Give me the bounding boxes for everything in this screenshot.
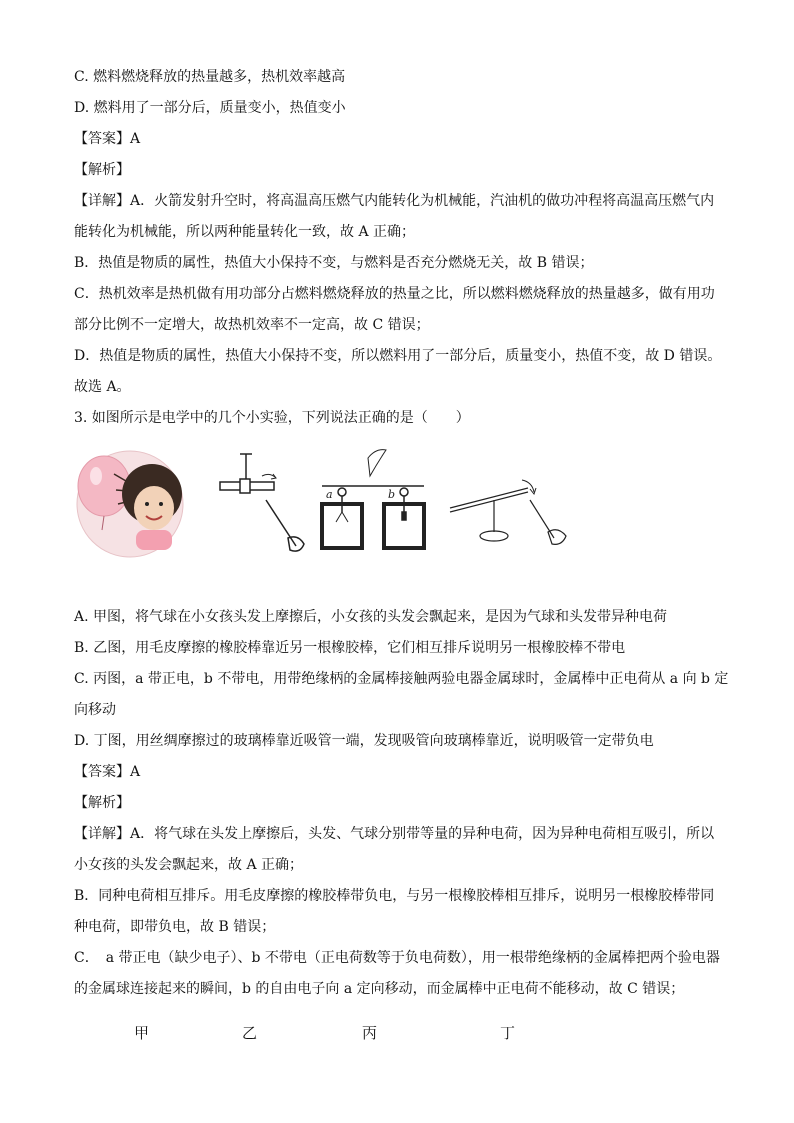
detail-line: 种电荷，即带负电，故 B 错误； xyxy=(74,919,276,935)
answer-label-1: 【答案】A xyxy=(74,131,141,147)
analysis-label-2: 【解析】 xyxy=(74,795,130,811)
figure-caption-ding: 丁 xyxy=(500,1024,516,1042)
analysis-label-1: 【解析】 xyxy=(74,162,130,178)
figure-caption-yi: 乙 xyxy=(242,1024,258,1042)
option-c: C. 丙图，a 带正电，b 不带电，用带绝缘柄的金属棒接触两验电器金属球时，金属棒中正电荷从 a 向 b 定 xyxy=(74,671,729,687)
option-c-prev: C. 燃料燃烧释放的热量越多，热机效率越高 xyxy=(74,69,346,85)
detail-line: C． a 带正电（缺少电子）、b 不带电（正电荷数等于负电荷数），用一根带绝缘柄的金属棒把两个验电器 xyxy=(74,950,720,966)
experiment-diagram xyxy=(74,446,594,576)
option-d: D. 丁图，用丝绸摩擦过的玻璃棒靠近吸管一端，发现吸管向玻璃棒靠近，说明吸管一定带负电 xyxy=(74,733,654,749)
detail-line: C．热机效率是热机做有用功部分占燃料燃烧释放的热量之比，所以燃料燃烧释放的热量越多，做有用功 xyxy=(74,286,715,302)
detail-line: B．同种电荷相互排斥。用毛皮摩擦的橡胶棒带负电，与另一根橡胶棒相互排斥，说明另一根橡胶棒带同 xyxy=(74,888,715,904)
detail-line: 部分比例不一定增大，故热机效率不一定高，故 C 错误； xyxy=(74,317,430,333)
detail-line: 【详解】A．将气球在头发上摩擦后，头发、气球分别带等量的异种电荷，因为异种电荷相互吸引，所以 xyxy=(74,826,715,842)
detail-line: B．热值是物质的属性，热值大小保持不变，与燃料是否充分燃烧无关，故 B 错误； xyxy=(74,255,594,271)
detail-line: 小女孩的头发会飘起来，故 A 正确； xyxy=(74,857,304,873)
balloon-girl-illustration xyxy=(77,451,183,557)
electroscope-apparatus xyxy=(322,450,424,548)
option-a: A. 甲图，将气球在小女孩头发上摩擦后，小女孩的头发会飘起来，是因为气球和头发带异种电荷 xyxy=(74,609,668,625)
electroscope-a-label: a xyxy=(326,488,333,501)
conclusion-line: 故选 A。 xyxy=(74,379,131,395)
option-b: B. 乙图，用毛皮摩擦的橡胶棒靠近另一根橡胶棒，它们相互排斥说明另一根橡胶棒不带电 xyxy=(74,640,626,656)
detail-line: D．热值是物质的属性，热值大小保持不变，所以燃料用了一部分后，质量变小，热值不变，故 D 错误。 xyxy=(74,348,722,364)
question-3-stem: 3. 如图所示是电学中的几个小实验，下列说法正确的是（ ） xyxy=(74,410,470,426)
electroscope-b-label: b xyxy=(388,488,396,501)
detail-line: 能转化为机械能，所以两种能量转化一致，故 A 正确； xyxy=(74,224,416,240)
straw-apparatus xyxy=(450,480,566,544)
figure-caption-jia: 甲 xyxy=(134,1024,150,1042)
detail-line: 【详解】A．火箭发射升空时，将高温高压燃气内能转化为机械能，汽油机的做功冲程将高温高压燃气内 xyxy=(74,193,715,209)
answer-label-2: 【答案】A xyxy=(74,764,141,780)
detail-line: 的金属球连接起来的瞬间，b 的自由电子向 a 定向移动，而金属棒中正电荷不能移动，故 C 错误； xyxy=(74,981,685,997)
figure-caption-bing: 丙 xyxy=(362,1024,378,1042)
option-d-prev: D. 燃料用了一部分后，质量变小，热值变小 xyxy=(74,100,346,116)
rubber-rod-apparatus xyxy=(220,454,304,551)
option-c-cont: 向移动 xyxy=(74,702,116,718)
